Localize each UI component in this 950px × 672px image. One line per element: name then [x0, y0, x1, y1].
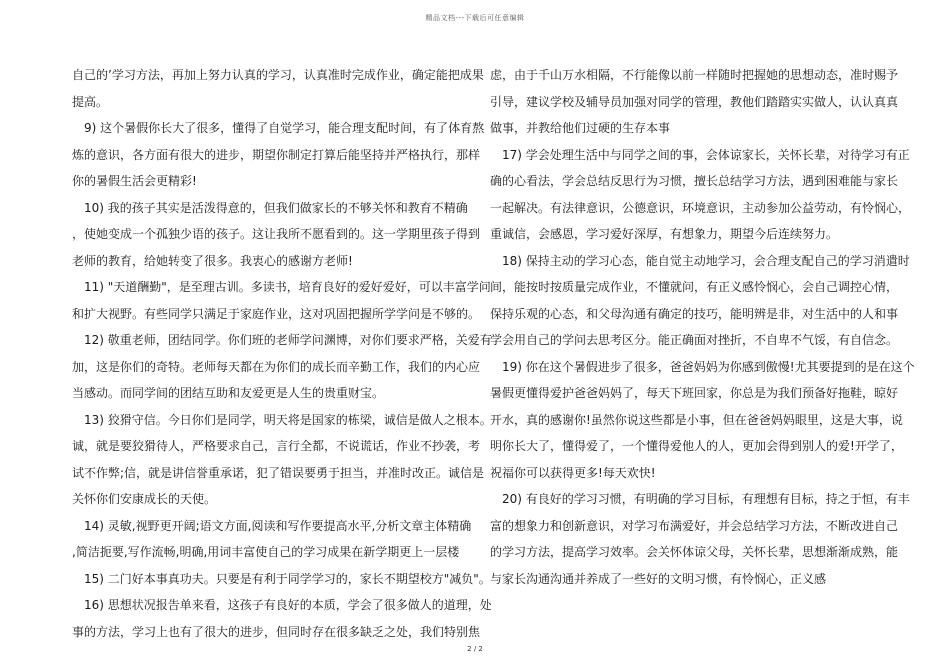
text-line: 明你长大了，懂得爱了，一个懂得爱他人的人，更加会得到别人的爱!开学了， [490, 439, 903, 453]
text-line: 暑假更懂得爱护爸爸妈妈了，每天下班回家，你总是为我们预备好拖鞋，晾好 [490, 386, 899, 400]
text-line: 9) 这个暑假你长大了很多，懂得了自觉学习，能合理支配时间，有了体育熬 [84, 121, 485, 135]
text-line: 祝福你可以获得更多!每天欢快! [490, 465, 656, 480]
page-header: 精品文档---下载后可任意编辑 [425, 14, 525, 22]
text-line: 一起解决。有法律意识，公德意识，环境意识，主动参加公益劳动，有怜悯心， [490, 200, 911, 215]
text-line: 引导，建议学校及辅导员加强对同学的管理，教他们踏踏实实做人，认认真真 [490, 94, 899, 109]
text-line: 确的心看法，学会总结反思行为习惯，擅长总结学习方法，遇到困难能与家长 [490, 174, 899, 188]
text-line: 做事，并教给他们过硬的生存本事 [490, 121, 671, 135]
text-line: 试不作弊;信，就是讲信誉重承诺，犯了错误要勇于担当，并准时改正。诚信是 [72, 465, 485, 480]
text-line: 的学习方法，提高学习效率。会关怀体谅父母，关怀长辈，思想渐渐成熟，能 [490, 545, 899, 559]
text-line: 事的方法，学习上也有了很大的进步，但同时存在很多缺乏之处，我们特别焦 [72, 624, 481, 639]
right-column [490, 62, 915, 592]
text-line: 19) 你在这个暑假进步了很多，爸爸妈妈为你感到傲慢!尤其要提到的是在这个 [502, 359, 915, 374]
text-line: ,简洁扼要,写作流畅,明确,用词丰富使自己的学习成果在新学期更上一层楼 [72, 545, 460, 559]
text-line: 与家长沟通沟通并养成了一些好的文明习惯，有怜悯心，正义感 [490, 571, 827, 586]
text-line: 开水，真的感谢你!虽然你说这些都是小事，但在爸爸妈妈眼里，这是大事，说 [490, 412, 903, 427]
text-line: 13) 狡猾守信。今日你们是同学，明天将是国家的栋梁，诚信是做人之根本。 [84, 412, 492, 427]
text-line: 加，这是你们的奇特。老师每天都在为你们的成长而辛勤工作，我们的内心应 [72, 359, 481, 374]
text-line: 12) 敬重老师，团结同学。你们班的老师学问渊博，对你们要求严格，关爱有 [84, 333, 492, 347]
page-number: 2 / 2 [467, 645, 483, 653]
text-line: 虑，由于千山万水相隔，不行能像以前一样随时把握她的思想动态，准时赐予 [490, 68, 899, 82]
text-line: 10) 我的孩子其实是活泼得意的，但我们做家长的不够关怀和教育不精确 [84, 200, 468, 215]
text-line: 间，能按时按质量完成作业，不懂就问，有正义感怜悯心，会自己调控心情， [490, 280, 899, 294]
text-line: 当感动。而同学间的团结互助和友爱更是人生的贵重财宝。 [72, 386, 385, 400]
text-line: 富的想象力和创新意识，对学习布满爱好，并会总结学习方法，不断改进自己 [490, 518, 899, 533]
text-line: 重诚信，会感恩，学习爱好深厚，有想象力，期望今后连续努力。 [490, 227, 839, 241]
text-line: 关怀你们安康成长的天使。 [72, 492, 217, 506]
text-line: 17) 学会处理生活中与同学之间的事，会体谅家长，关怀长辈，对待学习有正 [502, 147, 910, 162]
text-line: ，使她变成一个孤独少语的孩子。这让我所不愿看到的。这一学期里孩子得到 [72, 227, 481, 241]
text-line: 18) 保持主动的学习心态，能自觉主动地学习，会合理支配自己的学习消遣时 [502, 253, 910, 268]
text-line: 14) 灵敏,视野更开阔;语文方面,阅读和写作要提高水平,分析文章主体精确 [84, 518, 472, 533]
text-line: 自己的’学习方法，再加上努力认真的学习，认真准时完成作业，确定能把成果 [72, 68, 484, 82]
text-line: 诚，就是要狡猾待人，严格要求自己，言行全都，不说谎话，作业不抄袭，考 [72, 439, 481, 453]
text-line: 11) "天道酬勤"，是至理古训。多读书，培育良好的爱好爱好，可以丰富学问 [84, 280, 491, 294]
text-line: 提高。 [72, 94, 109, 109]
text-line: 保持乐观的心态，和父母沟通有确定的技巧，能明辨是非，对生活中的人和事 [490, 306, 899, 321]
left-column [72, 62, 497, 645]
text-line: 老师的教育，给她转变了很多。我衷心的感谢方老师! [72, 253, 353, 268]
text-line: 和扩大视野。有些同学只满足于家庭作业，这对巩固把握所学学问是不够的。 [72, 306, 481, 321]
text-line: 20) 有良好的学习习惯，有明确的学习目标，有理想有目标，持之于恒，有丰 [502, 492, 910, 506]
text-line: 炼的意识，各方面有很大的进步，期望你制定打算后能坚持并严格执行，那样 [72, 147, 481, 162]
text-line: 15) 二门好本事真功夫。只要是有利于同学学习的，家长不期望校方"减负"。 [84, 571, 491, 586]
text-line: 你的暑假生活会更精彩! [72, 174, 197, 188]
text-line: 16) 思想状况报告单来看，这孩子有良好的本质，学会了很多做人的道理，处 [84, 598, 492, 612]
text-line: 学会用自己的学问去思考区分。能正确面对挫折，不自卑不气馁，有自信念。 [490, 333, 899, 347]
